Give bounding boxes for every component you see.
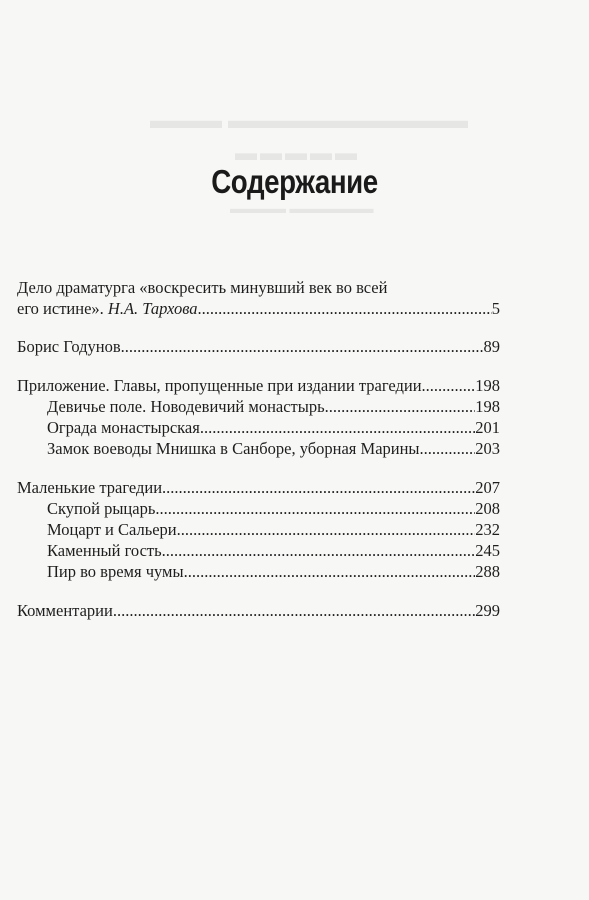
toc-entry-label: Моцарт и Сальери — [47, 520, 177, 539]
toc-entry-boris-godunov[interactable] — [17, 336, 500, 357]
bleed-through-text: ▬▬▬ ▬▬▬▬▬▬▬▬▬▬ — [150, 108, 468, 134]
toc-entry-label — [17, 298, 198, 319]
toc-subentry[interactable] — [17, 396, 500, 417]
toc-page-number: 203 — [475, 439, 500, 458]
toc-group-comments — [17, 600, 500, 621]
dot-leader — [177, 519, 476, 540]
dot-leader — [420, 438, 476, 459]
toc-subentry[interactable] — [17, 540, 500, 561]
toc-group-appendix — [17, 375, 500, 459]
toc-entry-comments[interactable] — [17, 600, 500, 621]
toc-page-number: 89 — [483, 337, 500, 356]
toc-page-number: 245 — [475, 541, 500, 560]
toc-entry-intro[interactable] — [17, 298, 500, 319]
toc-group-boris — [17, 336, 500, 357]
toc-entry-label: Каменный гость — [47, 541, 162, 560]
toc-entry-label: Ограда монастырская — [47, 418, 200, 437]
toc-entry-intro-line2: его истине». — [17, 299, 104, 318]
toc-entry-intro-line1: Дело драматурга «воскресить минувший век во всей — [17, 278, 388, 297]
dot-leader — [422, 375, 476, 396]
toc-page-number: 232 — [475, 520, 500, 539]
page-title: Содержание — [211, 163, 378, 200]
toc-entry-label: Борис Годунов — [17, 337, 121, 356]
toc-subentry[interactable] — [17, 498, 500, 519]
toc-group-intro — [17, 277, 500, 319]
dot-leader — [198, 298, 492, 319]
toc-page-number: 299 — [475, 601, 500, 620]
bleed-through-text: ▬▬▬▬ ▬▬▬▬▬▬ — [230, 202, 374, 217]
toc-entry-label: Девичье поле. Новодевичий монастырь — [47, 397, 325, 416]
bleed-through-text: ▬▬▬▬▬ — [235, 140, 360, 165]
toc-subentry[interactable] — [17, 519, 500, 540]
toc-entry-label: Замок воеводы Мнишка в Санборе, уборная Марины — [47, 439, 420, 458]
toc-entry-label: Маленькие трагедии — [17, 478, 163, 497]
dot-leader — [184, 561, 476, 582]
toc-entry-label: Пир во время чумы — [47, 562, 184, 581]
toc-group-small-tragedies — [17, 477, 500, 582]
toc-entry-label: Приложение. Главы, пропущенные при издании трагедии — [17, 376, 422, 395]
dot-leader — [325, 396, 476, 417]
toc-page-number: 5 — [491, 299, 500, 318]
toc-page-number: 208 — [475, 499, 500, 518]
dot-leader — [162, 477, 475, 498]
toc-entry-small-tragedies[interactable] — [17, 477, 500, 498]
toc-subentry[interactable] — [17, 438, 500, 459]
dot-leader — [113, 600, 475, 621]
toc-page-number: 198 — [475, 397, 500, 416]
toc-entry-author: Н.А. Тархова — [107, 299, 198, 318]
dot-leader — [155, 498, 475, 519]
toc-page-number: 201 — [475, 418, 500, 437]
toc-entry-appendix[interactable] — [17, 375, 500, 396]
toc-entry-label: Скупой рыцарь — [47, 499, 156, 518]
toc-entry-label: Комментарии — [17, 601, 113, 620]
dot-leader — [121, 336, 484, 357]
toc-page-number: 198 — [475, 376, 500, 395]
toc-subentry[interactable] — [17, 417, 500, 438]
dot-leader — [200, 417, 475, 438]
toc-subentry[interactable] — [17, 561, 500, 582]
toc-page-number: 288 — [475, 562, 500, 581]
table-of-contents — [17, 277, 500, 639]
dot-leader — [162, 540, 476, 561]
toc-page-number: 207 — [475, 478, 500, 497]
